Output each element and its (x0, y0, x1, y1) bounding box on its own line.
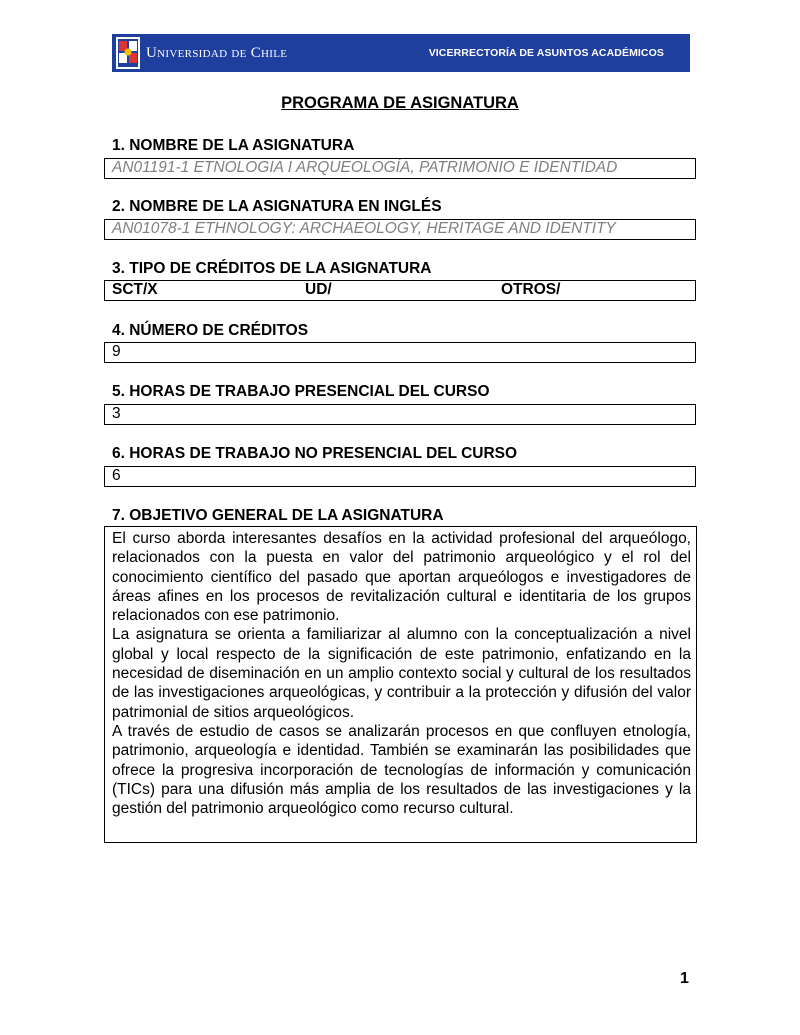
course-name-field: AN01191-1 ETNOLOGIA I ARQUEOLOGÍA, PATRIMONIO E IDENTIDAD (104, 158, 696, 179)
section-2-heading: 2. NOMBRE DE LA ASIGNATURA EN INGLÉS (112, 198, 442, 215)
vicerrectoria-label: VICERRECTORÍA DE ASUNTOS ACADÉMICOS (428, 47, 664, 59)
section-1-heading: 1. NOMBRE DE LA ASIGNATURA (112, 137, 355, 154)
university-name: Universidad de Chile (146, 45, 288, 61)
section-3-heading: 3. TIPO DE CRÉDITOS DE LA ASIGNATURA (112, 260, 432, 277)
objective-paragraph: La asignatura se orienta a familiarizar al alumno con la conceptualización a nivel global y local respecto de la significación de este patrimonio, enfatizando en la necesidad de diseminación en un amplio contexto social y cultural de los resultados de las investigaciones arqueológicas, y contribuir a la protección y difusión del valor patrimonial de sitios arqueológicos. (112, 626, 691, 721)
course-name-english-field: AN01078-1 ETHNOLOGY: ARCHAEOLOGY, HERITAGE AND IDENTITY (104, 219, 696, 240)
credit-type-sct: SCT/X (112, 281, 158, 298)
credit-type-ud: UD/ (305, 281, 332, 298)
section-6-heading: 6. HORAS DE TRABAJO NO PRESENCIAL DEL CURSO (112, 445, 518, 462)
non-presential-hours-field: 6 (104, 466, 696, 487)
credits-number-field: 9 (104, 342, 696, 363)
presential-hours-field: 3 (104, 404, 696, 425)
university-crest-icon (116, 37, 140, 69)
section-4-heading: 4. NÚMERO DE CRÉDITOS (112, 322, 309, 339)
section-5-heading: 5. HORAS DE TRABAJO PRESENCIAL DEL CURSO (112, 383, 490, 400)
document-title: PROGRAMA DE ASIGNATURA (281, 94, 519, 112)
credit-type-otros: OTROS/ (501, 281, 561, 298)
objective-paragraph: El curso aborda interesantes desafíos en la actividad profesional del arqueólogo, relacionados con la puesta en valor del patrimonio arqueológico y el rol del conocimiento científico del pasado que aportan arqueólogos e investigadores de áreas afines en los procesos de revitalización cultural e identitaria de los grupos relacionados con ese patrimonio. (112, 530, 691, 625)
objective-paragraph: A través de estudio de casos se analizarán procesos en que confluyen etnología, patrimonio, arqueología e identidad. También se examinarán las posibilidades que ofrece la progresiva incorporación de tecnologías de información y comunicación (TICs) para una difusión más amplia de los resultados de las investigaciones y la gestión del patrimonio arqueológico como recurso cultural. (112, 722, 691, 818)
general-objective-box (104, 526, 697, 843)
credit-type-field (104, 280, 696, 301)
page-number: 1 (680, 970, 689, 987)
header-banner (112, 34, 690, 72)
section-7-heading: 7. OBJETIVO GENERAL DE LA ASIGNATURA (112, 507, 444, 524)
